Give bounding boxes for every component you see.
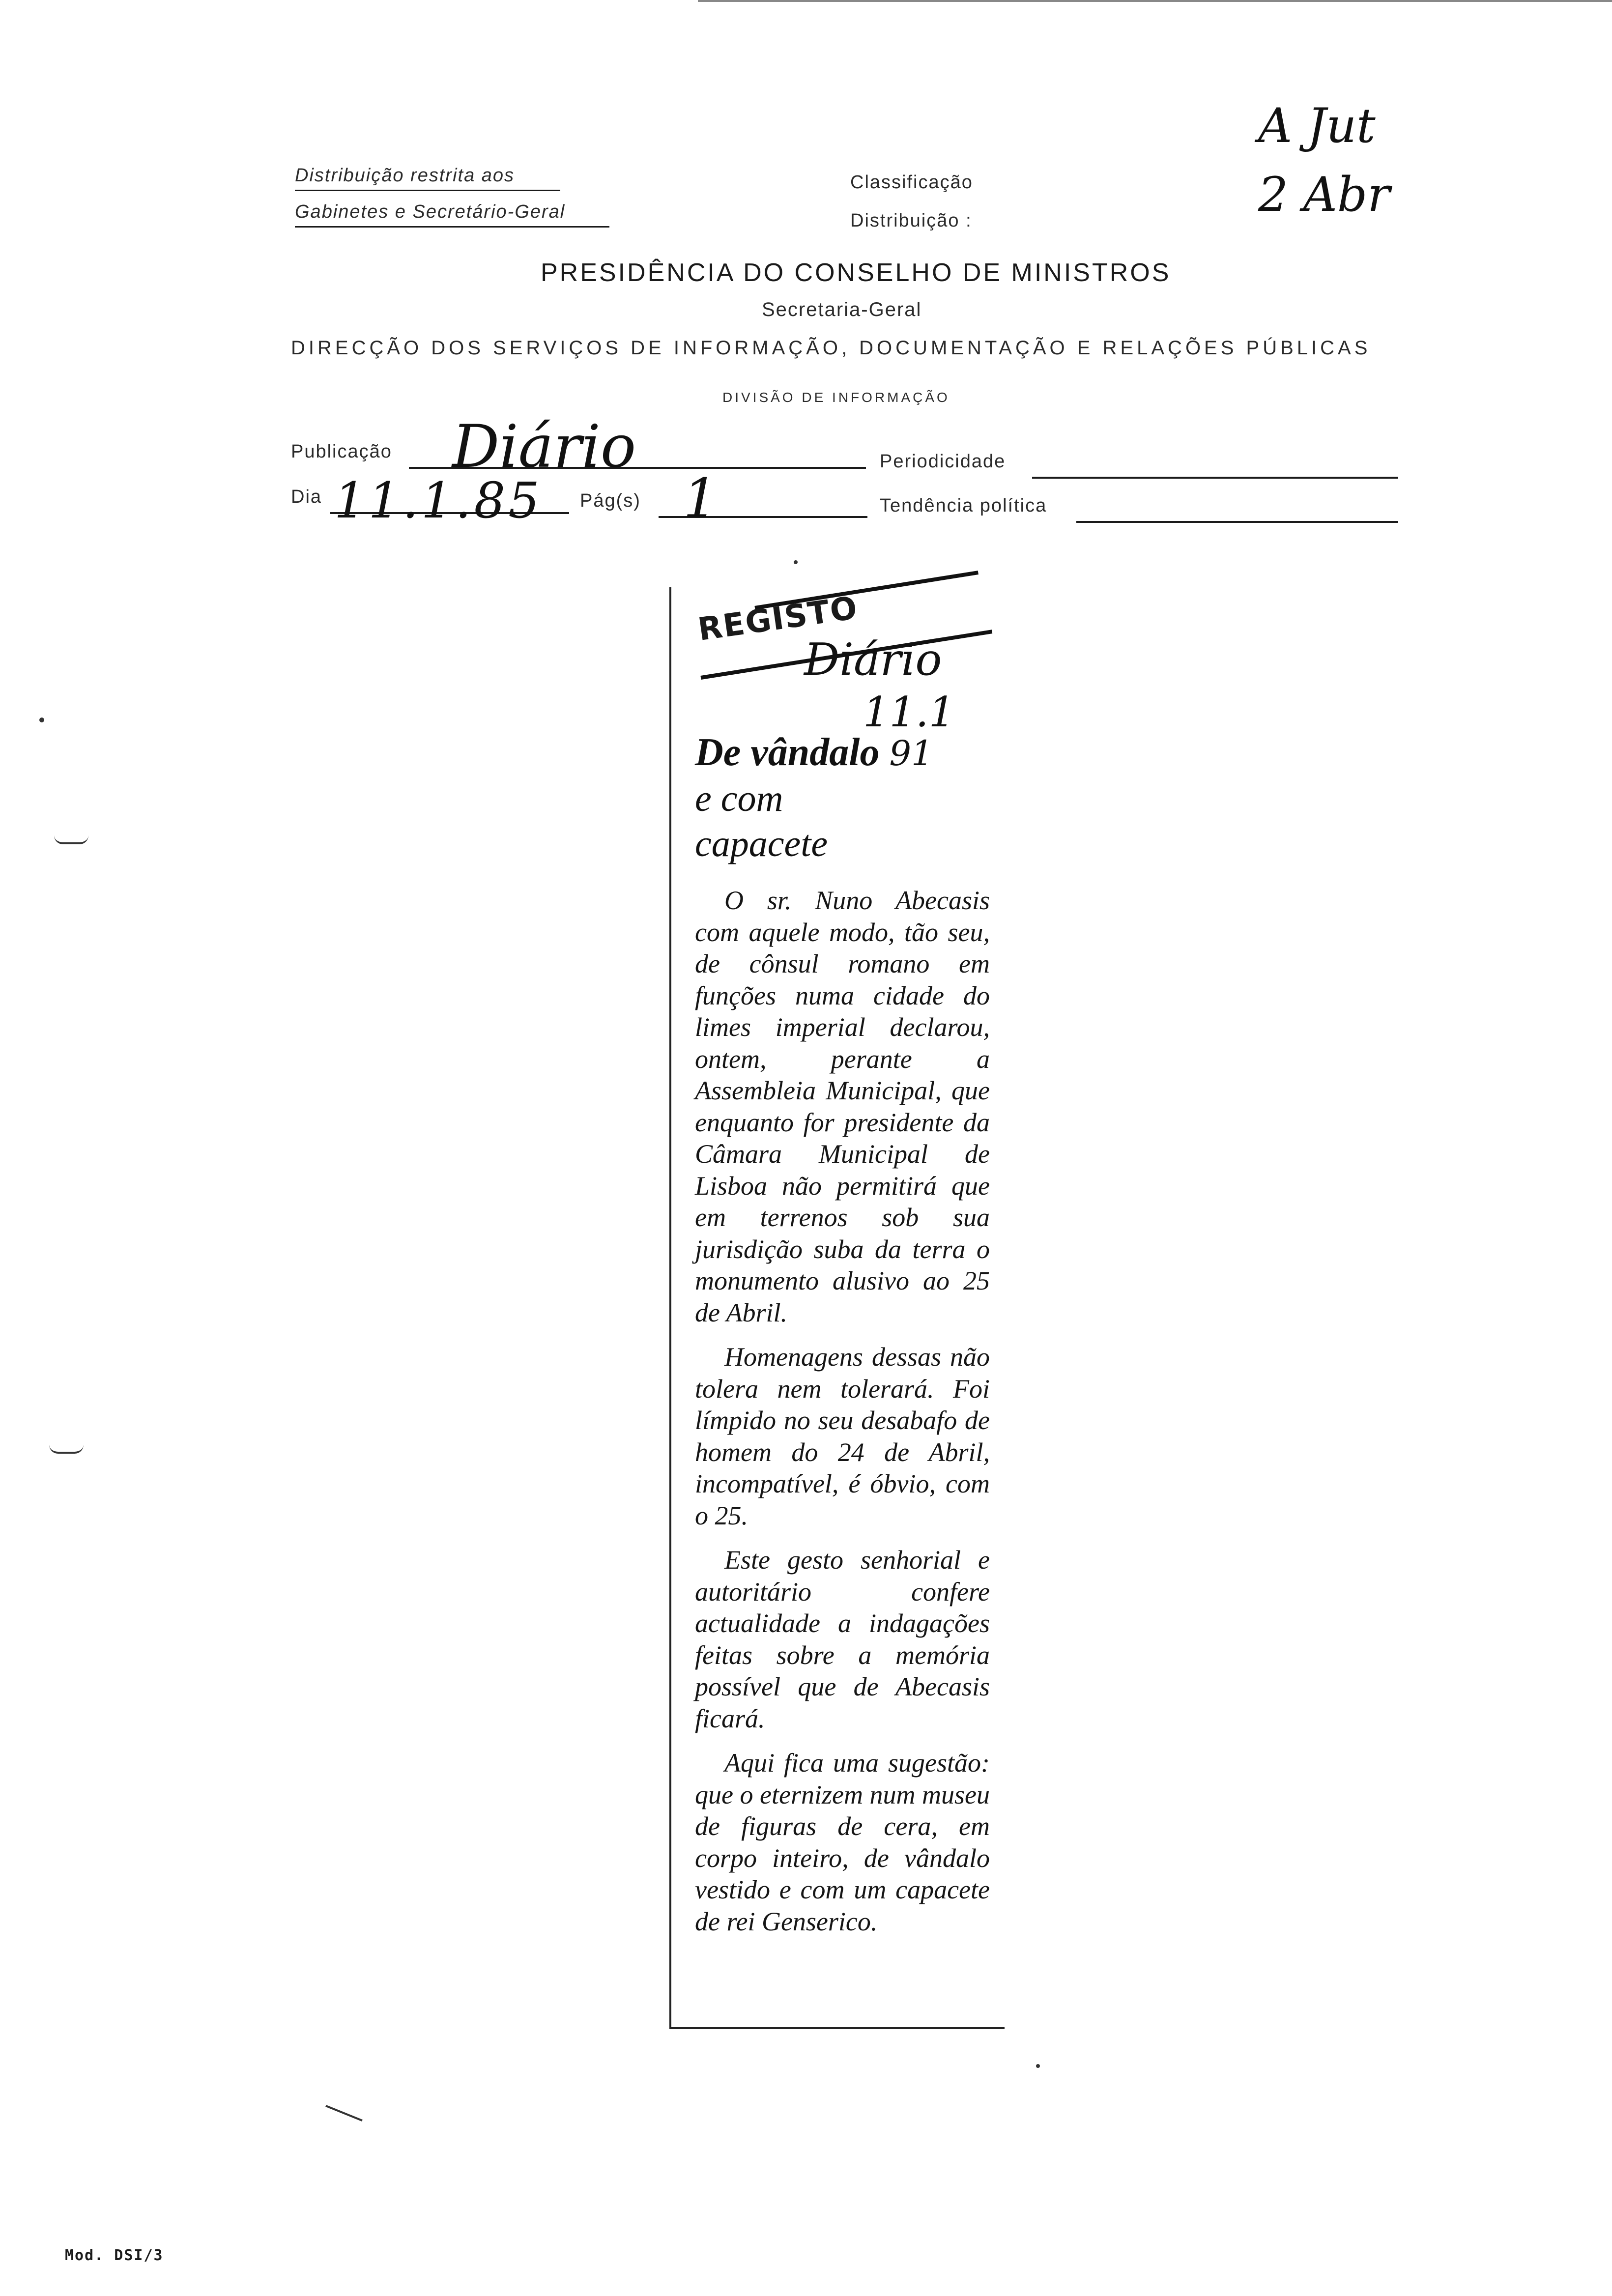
day-label: Dia	[291, 487, 322, 507]
secretariat-label: Secretaria-Geral	[762, 299, 922, 320]
headline-line-1: De vândalo 91	[695, 731, 933, 774]
margin-mark	[54, 835, 88, 844]
distribution-underline-1	[295, 190, 560, 191]
distribution-line-1: Distribuição restrita aos	[295, 165, 515, 186]
article-body	[695, 885, 990, 1950]
headline-mark: 91	[889, 733, 933, 774]
division-label: DIVISÃO DE INFORMAÇÃO	[722, 390, 950, 405]
article-paragraph-2: Homenagens dessas não tolera nem tolerará. Foi límpido no seu desabafo de homem do 24 de Abril, incompatível, é óbvio, com o 25.	[695, 1342, 990, 1530]
form-code: Mod. DSI/3	[65, 2247, 164, 2264]
distribution-label: Distribuição :	[850, 210, 972, 231]
periodicity-line	[1032, 477, 1398, 479]
pages-value: 1	[683, 467, 718, 530]
headline	[695, 730, 1000, 866]
annotation-top-right-2: 2 Abr	[1258, 167, 1390, 222]
headline-line-2: e com	[695, 778, 783, 819]
distribution-underline-2	[295, 226, 609, 228]
political-tendency-label: Tendência política	[880, 495, 1047, 516]
scan-speck	[39, 718, 44, 722]
scan-speck	[794, 560, 798, 564]
annotation-top-right-1: A Jut	[1258, 98, 1376, 153]
periodicity-label: Periodicidade	[880, 451, 1006, 472]
newspaper-clipping	[669, 587, 1005, 2029]
stamp-handwriting: Diário	[804, 634, 942, 686]
headline-line-3: capacete	[695, 823, 828, 864]
scan-speck	[1036, 2064, 1040, 2068]
top-border-rule	[698, 0, 1612, 2]
margin-mark	[325, 2105, 363, 2122]
margin-mark	[49, 1445, 84, 1454]
article-paragraph-1: O sr. Nuno Abecasis com aquele modo, tão seu, de cônsul romano em funções numa cidade do limes imperial declarou, ontem, perante a Assembleia Municipal, que enquanto for presidente da Câmara Municipal de Lisboa não permitirá que em terrenos sob sua jurisdição suba da terra o monumento alusivo ao 25 de Abril.	[695, 886, 990, 1327]
political-tendency-line	[1076, 521, 1398, 523]
publication-label: Publicação	[291, 441, 392, 462]
article-paragraph-4: Aqui fica uma sugestão: que o eternizem num museu de figuras de cera, em corpo inteiro, de vândalo vestido e com um capacete de rei Genserico.	[695, 1748, 990, 1936]
distribution-line-2: Gabinetes e Secretário-Geral	[295, 201, 566, 222]
pages-label: Pág(s)	[580, 490, 641, 511]
classification-label: Classificação	[850, 172, 973, 193]
directorate-label: DIRECÇÃO DOS SERVIÇOS DE INFORMAÇÃO, DOCUMENTAÇÃO E RELAÇÕES PÚBLICAS	[291, 337, 1371, 359]
article-paragraph-3: Este gesto senhorial e autoritário confere actualidade a indagações feitas sobre a memória possível que de Abecasis ficará.	[695, 1545, 990, 1733]
stamp-date: 11.1	[863, 688, 955, 736]
registo-stamp-label: REGISTO	[695, 590, 861, 648]
organization-title: PRESIDÊNCIA DO CONSELHO DE MINISTROS	[541, 258, 1171, 287]
publication-value: Diário	[452, 413, 636, 481]
day-value: 11.1.85	[334, 472, 543, 529]
